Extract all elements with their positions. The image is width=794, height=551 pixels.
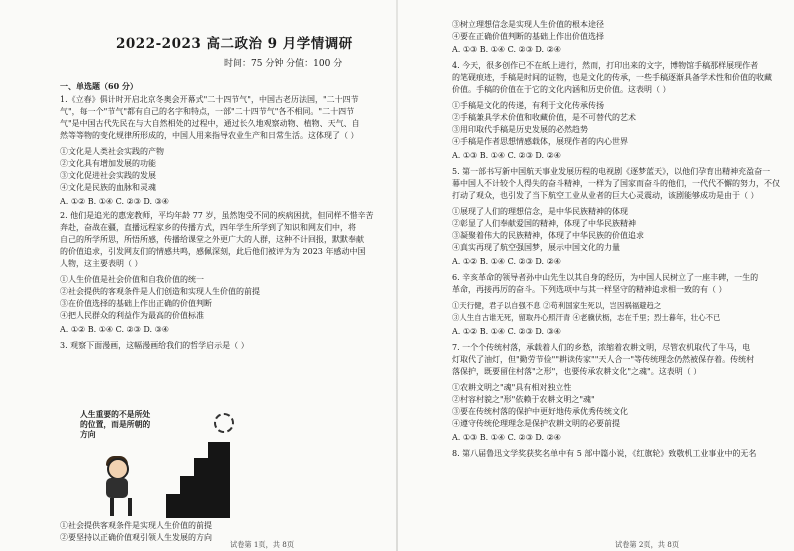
staircase-illustration — [166, 434, 230, 518]
question-2-option-1: ①人生价值是社会价值和自我价值的统一 — [60, 275, 204, 284]
head-shape — [107, 458, 129, 480]
question-5-option-4: ④真实再现了航空强国梦，展示中国文化的力量 — [452, 243, 620, 252]
question-8-line-1: 8. 第八届鲁迅文学奖获奖名单中有 5 部中篇小说，《红旗轮》致敬机工业事业中的无名 — [452, 449, 757, 458]
question-5-line-3: 打动了观众，也引发了当下航空工业从业者的巨大心灵震动，该剧能够成功是由于（ ） — [452, 191, 759, 200]
question-1-option-1: ①文化是人类社会实践的产物 — [60, 147, 164, 156]
question-4-option-2: ②手稿兼具学术价值和收藏价值，是不可替代的艺术 — [452, 113, 636, 122]
question-1-line-2: 气"，每一个"节气"都有自己的名字和特点，一部"二十四节气"各不相同。"二十四节 — [60, 107, 355, 116]
question-2-choices: A. ①② B. ①④ C. ②③ D. ③④ — [60, 325, 169, 334]
question-2-option-2: ②社会提供的客观条件是人们创造和实现人生价值的前提 — [60, 287, 260, 296]
question-7-line-1: 7. 一个个传统村落，承载着人们的乡愁，浓缩着农耕文明，尽管农机取代了牛马，电 — [452, 343, 751, 352]
question-6-choices: A. ①② B. ①④ C. ②③ D. ③④ — [452, 327, 561, 336]
question-7-option-1: ①农耕文明之"魂"具有相对独立性 — [452, 383, 572, 392]
question-2-line-4: 的价值追求，引发网友们的情感共鸣，感佩深刻，此后他们被评为为 2023 年感动中国 — [60, 247, 366, 256]
question-4-option-4: ④手稿是作者思想情感载体，展现作者的内心世界 — [452, 137, 628, 146]
legs-shape — [110, 498, 132, 516]
question-3-option-1: ①社会提供客观条件是实现人生价值的前提 — [60, 521, 212, 530]
question-2-line-5: 人物，这主要表明（ ） — [60, 259, 143, 268]
question-4-line-3: 价值。手稿的价值在于它的文化内涵和历史价值。这表明（ ） — [452, 85, 671, 94]
question-1-choices: A. ①② B. ①④ C. ②③ D. ③④ — [60, 197, 169, 206]
question-4-option-3: ③用印取代手稿是历史发展的必然趋势 — [452, 125, 588, 134]
question-3-option-4: ④要在正确价值判断的基础上作出价值选择 — [452, 32, 604, 41]
sun-icon — [214, 413, 234, 433]
question-5-line-1: 5. 第一部书写新中国航天事业发展历程的电视剧《逐梦蓝天》，以他们孕育出精神充盈奋一 — [452, 167, 771, 176]
exam-title: 2022-2023 高二政治 9 月学情调研 — [116, 36, 353, 52]
question-5-option-3: ③凝聚着伟大的民族精神，体现了中华民族的价值追求 — [452, 231, 644, 240]
question-1-line-1: 1.《立春》俱计时开启北京冬奥会开幕式"二十四节气"，中国古老历法国，"二十四节 — [60, 95, 359, 104]
question-6-option-row-2: ③人生自古谁无死，留取丹心照汗青 ④老骥伏枥，志在千里；烈士暮年，壮心不已 — [452, 313, 721, 322]
question-4-option-1: ①手稿是文化的传递，有利于文化传承传扬 — [452, 101, 604, 110]
question-1-line-4: 然等等物的变化规律所形成的，中国人用来指导农业生产和日常生活。这体现了（ ） — [60, 131, 359, 140]
question-5-option-1: ①展现了人们的理想信念，是中华民族精神的体现 — [452, 207, 628, 216]
question-4-line-1: 4. 今天，很多创作已不在纸上进行，然而，打印出来的文字，博物馆手稿那样展现作者 — [452, 61, 759, 70]
person-illustration — [98, 458, 136, 518]
question-7-line-3: 落保护，既要留住村落"之形"，也要传承农耕文化"之魂"。这表明（ ） — [452, 367, 702, 376]
question-7-choices: A. ①③ B. ①④ C. ②③ D. ②④ — [452, 433, 561, 442]
exam-subtitle: 时间：75 分钟 分值：100 分 — [224, 59, 343, 69]
stair-step — [166, 494, 230, 518]
question-7-option-3: ③要在传统村落的保护中更好地传承优秀传统文化 — [452, 407, 628, 416]
question-5-line-2: 幕中国人不计较个人得失的奋斗精神，一样为了国家而奋斗的他们，一代代不懈的努力，不仅 — [452, 179, 780, 188]
stair-step — [180, 476, 230, 494]
question-6-option-row-1: ①天行健，君子以自强不息 ②苟利国家生死以，岂因祸福避趋之 — [452, 301, 662, 310]
question-3-option-3: ③树立理想信念是实现人生价值的根本途径 — [452, 20, 604, 29]
question-7-line-2: 灯取代了油灯，但"勤劳节俭""耕读传家""天人合一"等传统理念仍然被保存着。传统村 — [452, 355, 755, 364]
question-1-option-3: ③文化促进社会实践的发展 — [60, 171, 156, 180]
question-2-option-3: ③在价值选择的基础上作出正确的价值判断 — [60, 299, 212, 308]
question-2-line-3: 自己的所学所思，所悟所感，传播给课堂之外更广大的人群，这种不计回报，默默奉献 — [60, 235, 364, 244]
question-7-option-2: ②村容村貌之"形"依赖于农耕文明之"魂" — [452, 395, 595, 404]
question-5-option-2: ②彰显了人们奉献爱国的精神，体现了中华民族精神 — [452, 219, 636, 228]
question-3-choices: A. ①③ B. ①④ C. ②③ D. ②④ — [452, 45, 561, 54]
question-6-line-2: 革命，再接再厉的奋斗。下列选项中与其一样坚守的精神追求相一致的有（ ） — [452, 285, 727, 294]
torso-shape — [106, 478, 128, 498]
question-5-choices: A. ①② B. ①④ C. ②③ D. ②④ — [452, 257, 561, 266]
stair-step — [208, 442, 230, 458]
right-column — [452, 0, 782, 551]
question-2-line-1: 2. 他们是追光的惠宠教师，平均年龄 77 岁，虽然饱受不同的疾病困扰，但同样不惜辛苦 — [60, 211, 374, 220]
question-3-option-2: ②要坚持以正确价值观引领人生发展的方向 — [60, 533, 212, 542]
question-3-line-1: 3. 观察下面漫画，这幅漫画给我们的哲学启示是（ ） — [60, 341, 249, 350]
stair-step — [194, 458, 230, 476]
cartoon-caption: 人生重要的不是所处的位置，而是所朝的方向 — [80, 410, 151, 439]
question-2-line-2: 奔赴，奋战在疆，直播远程家乡的传播方式，四年学生所学到了知识和网友们中，将 — [60, 223, 356, 232]
page-fold-divider — [396, 0, 398, 551]
question-4-line-2: 的笔砚痕迹，手稿是时间的证物，也是文化的传承，一些手稿逐渐具备学术性和价值的收藏 — [452, 73, 772, 82]
cartoon-figure — [80, 410, 234, 518]
question-2-option-4: ④把人民群众的利益作为最高的价值标准 — [60, 311, 204, 320]
question-1-option-2: ②文化具有增加发展的功能 — [60, 159, 156, 168]
question-7-option-4: ④遵守传统伦理理念是保护农耕文明的必要前提 — [452, 419, 620, 428]
section-heading: 一、单选题（60 分） — [60, 81, 138, 91]
question-6-line-1: 6. 辛亥革命的领导者孙中山先生以其自身的经历，为中国人民树立了一座丰碑，一生的 — [452, 273, 759, 282]
question-4-choices: A. ①③ B. ①④ C. ②③ D. ②④ — [452, 151, 561, 160]
page-footer-right: 试卷第 2页，共 8页 — [615, 540, 680, 549]
page-footer-left: 试卷第 1页，共 8页 — [230, 540, 295, 549]
question-1-line-3: 气"是中国古代先民在与大自然相处的过程中，通过长久地观察动物、植物、天气、自 — [60, 119, 360, 128]
question-1-option-4: ④文化是民族的血脉和灵魂 — [60, 183, 156, 192]
